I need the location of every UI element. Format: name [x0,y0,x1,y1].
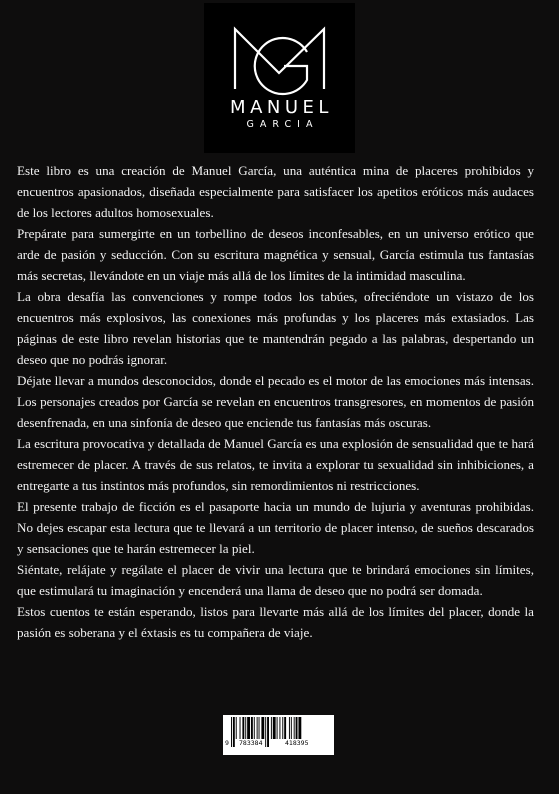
logo-name: MANUEL [230,97,333,118]
mg-monogram-icon [204,3,355,153]
paragraph: Déjate llevar a mundos desconocidos, donde el pecado es el motor de las emociones más intensas. Los personajes creados por García se revelan en encuentros transgresores, en momentos de pasión desenfrenada, en una sinfonía de deseo que enciende tus fantasías más oscuras. [17,373,534,430]
logo-surname: GARCIA [246,119,319,130]
back-cover-text [17,160,534,643]
barcode-bars-icon [223,715,334,755]
paragraph: El presente trabajo de ficción es el pasaporte hacia un mundo de lujuria y aventuras prohibidas. No dejes escapar esta lectura que te llevará a un territorio de placer intenso, de sueños descarados y sensaciones que te harán estremecer la piel. [17,499,534,556]
paragraph: Este libro es una creación de Manuel García, una auténtica mina de placeres prohibidos y encuentros apasionados, diseñada especialmente para satisfacer los apetitos eróticos más audaces de los lectores adultos homosexuales. [17,163,534,220]
paragraph: La obra desafía las convenciones y rompe todos los tabúes, ofreciéndote un vistazo de los encuentros más explosivos, las conexiones más profundas y los placeres más extasiados. Las páginas de este libro revelan historias que te mantendrán pegado a las palabras, despertando un deseo que no podrás ignorar. [17,289,534,367]
paragraph: Siéntate, relájate y regálate el placer de vivir una lectura que te brindará emociones sin límites, que estimulará tu imaginación y encenderá una llama de deseo que no podrá ser domada. [17,562,534,598]
barcode-lead-digit: 9 [225,739,229,747]
paragraph: Estos cuentos te están esperando, listos para llevarte más allá de los límites del placer, donde la pasión es soberana y el éxtasis es tu compañera de viaje. [17,604,534,640]
barcode-group-1: 783384 [239,739,263,747]
paragraph: Prepárate para sumergirte en un torbellino de deseos inconfesables, en un universo erótico que arde de pasión y seducción. Con su escritura magnética y sensual, García estimula tus fantasías más secretas, llevándote en un viaje más allá de los límites de la intimidad masculina. [17,226,534,283]
author-logo [204,3,355,153]
paragraph: La escritura provocativa y detallada de Manuel García es una explosión de sensualidad que te hará estremecer de placer. A través de sus relatos, te invita a explorar tu sexualidad sin inhibiciones, a entregarte a tus instintos más profundos, sin remordimientos ni restricciones. [17,436,534,493]
isbn-barcode [223,715,334,755]
barcode-group-2: 418395 [285,739,309,747]
